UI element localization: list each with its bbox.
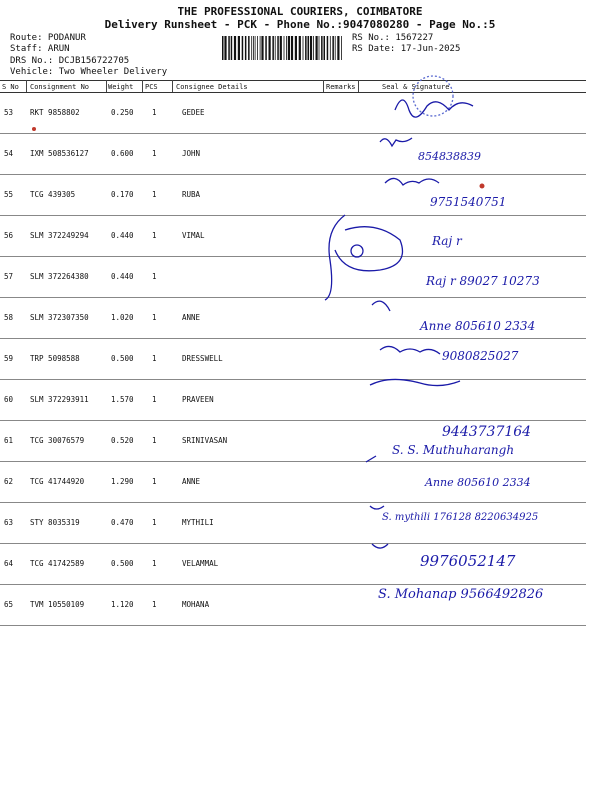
table-row (0, 257, 586, 298)
barcode-bar (251, 36, 252, 60)
table-row (0, 216, 586, 257)
cell-sno: 54 (4, 149, 14, 158)
cell-consignee: PRAVEEN (182, 395, 214, 404)
cell-sno: 62 (4, 477, 14, 486)
table-row (0, 503, 586, 544)
barcode-bar (321, 36, 323, 60)
handwritten-note: Anne 805610 2334 (420, 319, 536, 333)
route-label: Route: PODANUR (10, 33, 86, 43)
cell-consignment-no: TVM 10550109 (30, 600, 85, 609)
col-remarks-header: Remarks (326, 83, 356, 91)
handwritten-note: 854838839 (418, 150, 481, 163)
drs-label: DRS No.: DCJB156722705 (10, 56, 130, 66)
handwritten-note: 9443737164 (442, 424, 532, 440)
cell-consignee: MOHANA (182, 600, 210, 609)
col-weight-header: Weight (108, 83, 134, 91)
cell-sno: 65 (4, 600, 14, 609)
table-row (0, 175, 586, 216)
table-row (0, 380, 586, 421)
cell-pcs: 1 (152, 395, 157, 404)
table-row (0, 339, 586, 380)
cell-consignee: SRINIVASAN (182, 436, 228, 445)
cell-sno: 63 (4, 518, 14, 527)
company-title: THE PROFESSIONAL COURIERS, COIMBATORE (177, 5, 423, 18)
cell-pcs: 1 (152, 354, 157, 363)
cell-consignee: RUBA (182, 190, 201, 199)
cell-weight: 0.520 (111, 436, 134, 445)
cell-weight: 1.120 (111, 600, 134, 609)
barcode-bar (305, 36, 307, 60)
handwritten-note: S. S. Muthuharangh (392, 443, 515, 457)
column-divider (323, 80, 324, 92)
barcode-bar (272, 36, 274, 60)
table-row (0, 298, 586, 339)
barcode-bar (291, 36, 293, 60)
barcode-bar (288, 36, 290, 60)
cell-consignment-no: RKT 9858802 (30, 108, 80, 117)
barcode-bar (299, 36, 301, 60)
table-row (0, 585, 586, 626)
table-row (0, 93, 586, 134)
barcode-bar (224, 36, 226, 60)
cell-sno: 55 (4, 190, 14, 199)
barcode-bar (286, 36, 287, 60)
barcode-bar (260, 36, 261, 60)
cell-pcs: 1 (152, 108, 157, 117)
barcode-bar (303, 36, 304, 60)
barcode-bar (222, 36, 224, 60)
rs-no-label: RS No.: 1567227 (352, 33, 434, 43)
cell-pcs: 1 (152, 231, 157, 240)
cell-weight: 0.470 (111, 518, 134, 527)
cell-pcs: 1 (152, 149, 157, 158)
col-pcs-header: PCS (145, 83, 158, 91)
barcode-bar (253, 36, 254, 60)
barcode-bar (313, 36, 314, 60)
cell-consignee: GEDEE (182, 108, 205, 117)
rs-date-label: RS Date: 17-Jun-2025 (352, 44, 461, 54)
cell-consignment-no: SLM 372249294 (30, 231, 89, 240)
handwritten-note: 9080825027 (442, 349, 519, 363)
barcode-bar (330, 36, 331, 60)
staff-label: Staff: ARUN (10, 44, 70, 54)
cell-pcs: 1 (152, 559, 157, 568)
cell-consignment-no: TRP 5098588 (30, 354, 80, 363)
cell-consignment-no: TCG 41744920 (30, 477, 85, 486)
cell-consignment-no: SLM 372307350 (30, 313, 89, 322)
cell-pcs: 1 (152, 272, 157, 281)
table-row (0, 462, 586, 503)
barcode-bar (248, 36, 250, 60)
barcode-bar (275, 36, 276, 60)
barcode-bar (310, 36, 312, 60)
barcode-bar (269, 36, 271, 60)
cell-consignee: VELAMMAL (182, 559, 219, 568)
cell-weight: 1.290 (111, 477, 134, 486)
col-consignment-header: Consignment No (30, 83, 90, 91)
cell-pcs: 1 (152, 600, 157, 609)
barcode-bar (255, 36, 256, 60)
cell-pcs: 1 (152, 436, 157, 445)
barcode-bar (341, 36, 342, 60)
cell-consignee: MYTHILI (182, 518, 214, 527)
cell-weight: 0.440 (111, 231, 134, 240)
barcode-bar (228, 36, 230, 60)
barcode-bar (319, 36, 320, 60)
cell-weight: 0.500 (111, 559, 134, 568)
column-divider (172, 80, 173, 92)
cell-consignee: DRESSWELL (182, 354, 223, 363)
cell-consignment-no: TCG 439305 (30, 190, 76, 199)
cell-consignee: ANNE (182, 313, 201, 322)
table-row (0, 544, 586, 585)
cell-weight: 0.170 (111, 190, 134, 199)
cell-consignment-no: SLM 372264380 (30, 272, 89, 281)
cell-consignment-no: IXM 508536127 (30, 149, 89, 158)
cell-pcs: 1 (152, 313, 157, 322)
barcode-bar (231, 36, 233, 60)
cell-weight: 0.500 (111, 354, 134, 363)
cell-consignee: ANNE (182, 477, 201, 486)
cell-pcs: 1 (152, 518, 157, 527)
barcode-bar (265, 36, 267, 60)
table-body (0, 93, 586, 626)
handwritten-note: 9751540751 (430, 195, 507, 209)
runsheet-subtitle: Delivery Runsheet - PCK - Phone No.:9047080280 - Page No.:5 (104, 18, 496, 31)
cell-pcs: 1 (152, 190, 157, 199)
handwritten-note: 9976052147 (420, 552, 516, 570)
column-divider (106, 80, 107, 92)
runsheet-table (0, 80, 586, 626)
cell-weight: 1.570 (111, 395, 134, 404)
vehicle-label: Vehicle: Two Wheeler Delivery (10, 67, 168, 77)
cell-sno: 59 (4, 354, 14, 363)
cell-sno: 56 (4, 231, 14, 240)
cell-consignment-no: TCG 41742589 (30, 559, 85, 568)
col-sno-header: S No (2, 83, 19, 91)
cell-weight: 0.600 (111, 149, 134, 158)
table-row (0, 134, 586, 175)
cell-sno: 53 (4, 108, 14, 117)
barcode-bar (332, 36, 334, 60)
col-consignee-header: Consignee Details (176, 83, 248, 91)
column-divider (142, 80, 143, 92)
cell-consignee: VIMAL (182, 231, 205, 240)
barcode-bar (337, 36, 339, 60)
barcode-bar (295, 36, 297, 60)
cell-weight: 0.250 (111, 108, 134, 117)
barcode-bar (234, 36, 236, 60)
col-seal-header: Seal & Signature (382, 83, 450, 91)
handwritten-note: Anne 805610 2334 (425, 476, 531, 489)
barcode-bar (324, 36, 326, 60)
cell-sno: 58 (4, 313, 14, 322)
column-divider (358, 80, 359, 92)
barcode-bar (257, 36, 258, 60)
barcode-bar (238, 36, 240, 60)
cell-pcs: 1 (152, 477, 157, 486)
barcode-bar (327, 36, 329, 60)
column-divider (26, 80, 27, 92)
table-header (0, 80, 586, 93)
handwritten-note: Raj r (432, 234, 462, 248)
barcode-bar (277, 36, 279, 60)
cell-sno: 64 (4, 559, 14, 568)
barcode-bar (242, 36, 244, 60)
barcode-bar (280, 36, 282, 60)
cell-consignee: JOHN (182, 149, 201, 158)
cell-consignment-no: SLM 372293911 (30, 395, 89, 404)
table-row (0, 421, 586, 462)
cell-consignment-no: TCG 30076579 (30, 436, 85, 445)
cell-sno: 57 (4, 272, 14, 281)
cell-sno: 60 (4, 395, 14, 404)
handwritten-note: S. mythili 176128 8220634925 (382, 512, 539, 523)
barcode (222, 36, 344, 60)
cell-weight: 0.440 (111, 272, 134, 281)
cell-sno: 61 (4, 436, 14, 445)
barcode-bar (335, 36, 336, 60)
handwritten-note: Raj r 89027 10273 (426, 274, 540, 288)
barcode-bar (316, 36, 318, 60)
barcode-bar (245, 36, 247, 60)
barcode-bar (284, 36, 285, 60)
cell-weight: 1.020 (111, 313, 134, 322)
barcode-bar (261, 36, 263, 60)
cell-consignment-no: STY 8035319 (30, 518, 80, 527)
handwritten-note: S. Mohanap 9566492826 (378, 587, 544, 602)
barcode-bar (308, 36, 310, 60)
